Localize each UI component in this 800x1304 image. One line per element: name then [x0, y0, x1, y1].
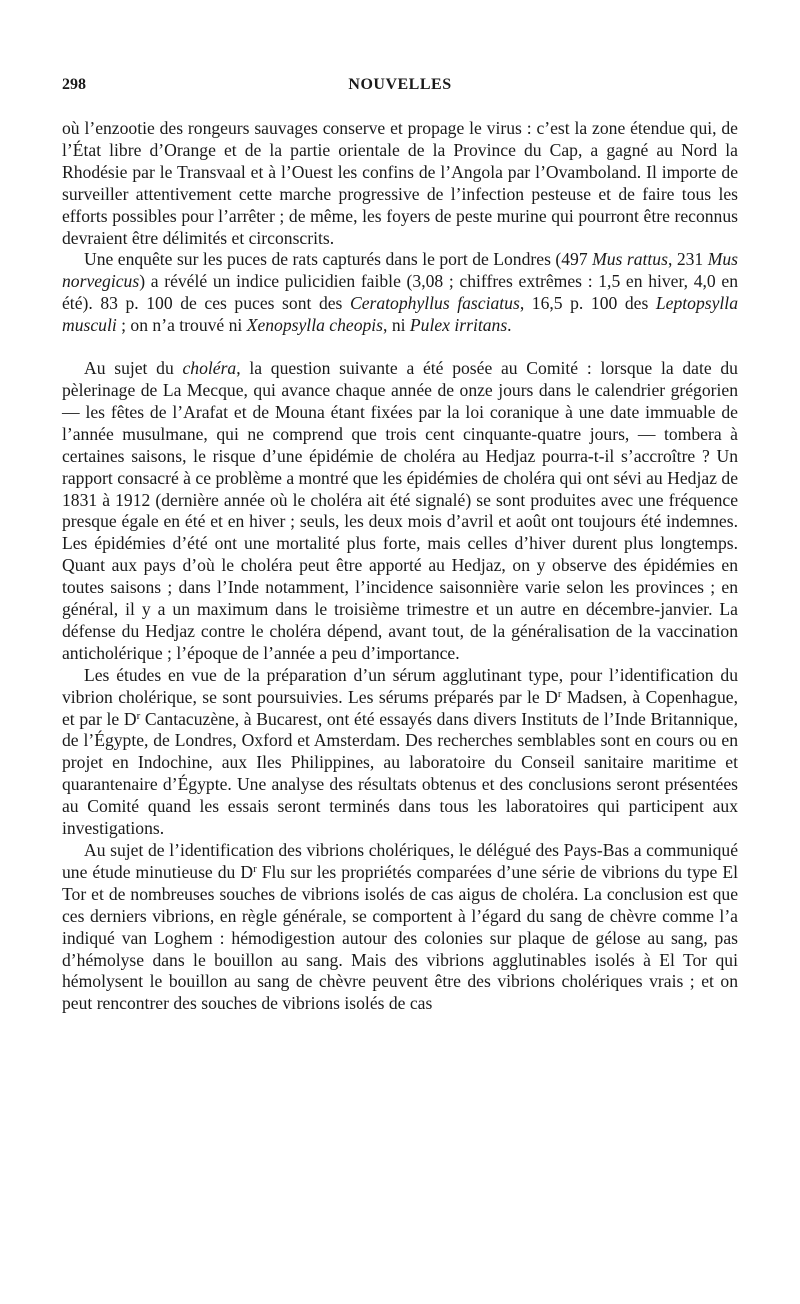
text-run: ; on n’a trouvé ni — [116, 315, 247, 336]
text-run: Au sujet de l’identification des vibrions cholériques, le délégué des Pays-Bas a communiqué une étude minutieuse du D — [62, 840, 738, 882]
italic-term: Leptopsylla musculi — [62, 293, 738, 336]
text-run: Flu sur les propriétés comparées d’une série de vibrions du type El Tor et de nombreuses souches de vibrions isolés de cas aigus de choléra. La conclusion est que ces derniers vibrions, en règle générale, se comportent à l’égard du sang de chèvre comme l’a indiqué van Loghem : hémodigestion autour des colonies sur plaque de gélose au sang, pas d’hémolyse dans le bouillon au sang. Mais des vibrions agglutinables isolés à El Tor qui hémolysent le bouillon au sang de chèvre peuvent être des vibrions cholériques vrais ; et on peut rencontrer des souches de vibrions isolés de cas — [62, 861, 738, 1014]
text-run: Cantacuzène, à Bucarest, ont été essayés dans divers Instituts de l’Inde Britannique, de l’Égypte, de Londres, Oxford et Amsterdam. Des recherches semblables sont en cours ou en projet en Indochine, aux Iles Philippines, au laboratoire du Conseil sanitaire maritime et quarantenaire d’Égypte. Une analyse des résultats obtenus et des conclusions seront présentées au Comité quand les essais seront terminés dans tous les laboratoires qui participent aux investigations. — [62, 708, 738, 839]
text-run: ) a révélé un indice pulicidien faible (3,08 ; chiffres extrêmes : 1,5 en hiver, 4,0 en été). 83 p. 100 de ces puces sont des — [62, 271, 738, 314]
text-run: , la question suivante a été posée au Comité : lorsque la date du pèlerinage de La Mecque, qui avance chaque année de onze jours dans le calendrier grégorien — les fêtes de l’Arafat et de Mouna étant fixées par la loi coranique à une date immuable de l’année musulmane, qui ne comprend que trois cent cinquante-quatre jours, — tombera à certaines saisons, le risque d’une épidémie de choléra au Hedjaz pourra-t-il s’accroître ? Un rapport consacré à ce problème a montré que les épidémies de choléra qui ont sévi au Hedjaz de 1831 à 1912 (dernière année où le choléra ait été signalé) se sont produites avec une fréquence presque égale en été et en hiver ; seuls, les deux mois d’avril et août ont toujours été indemnes. Les épidémies d’été ont une mortalité plus forte, mais celles d’hiver durent plus longtemps. Quant aux pays d’où le choléra peut être apporté au Hedjaz, on y observe des épidémies en toutes saisons ; dans l’Inde notamment, l’incidence saisonnière varie selon les provinces ; en général, il y a un maximum dans le troisième trimestre et un autre en décembre-janvier. La défense du Hedjaz contre le choléra dépend, avant tout, de la généralisation de la vaccination anticholérique ; l’époque de l’année a peu d’importance. — [62, 358, 738, 663]
superscript: r — [253, 862, 257, 875]
italic-term: Mus norvegicus — [62, 249, 738, 292]
text-run: , 16,5 p. 100 des — [519, 293, 656, 314]
text-run: , ni — [383, 315, 410, 336]
text-run: . — [507, 315, 512, 336]
text-run: où l’enzootie des rongeurs sauvages conserve et propage le virus : c’est la zone étendue qui, de l’État libre d’Orange et de la partie orientale de la Province du Cap, a gagné au Nord la Rhodésie par le Transvaal et à l’Ouest les confins de l’Angola par l’Ovamboland. Il importe de surveiller attentivement cette marche progressive de l’infection pesteuse et de faire tous les efforts possibles pour l’arrêter ; de même, les foyers de peste murine qui pourront être reconnus devraient être délimités et circonscrits. — [62, 118, 738, 248]
page-header — [62, 76, 738, 100]
paragraph — [62, 665, 738, 840]
paragraph — [62, 358, 738, 665]
italic-term: choléra — [182, 358, 237, 379]
page-body — [62, 118, 738, 1015]
text-run: Les études en vue de la préparation d’un sérum agglutinant type, pour l’identification du vibrion cholérique, se sont poursuivies. Les sérums préparés par le D — [62, 664, 738, 707]
superscript: r — [136, 709, 141, 722]
text-run: Au sujet du — [84, 358, 183, 379]
italic-term: Mus rattus — [592, 249, 668, 270]
page-number: 298 — [62, 76, 86, 93]
superscript: r — [557, 687, 562, 700]
italic-term: Ceratophyllus fasciatus — [349, 293, 520, 314]
running-title: NOUVELLES — [348, 76, 452, 93]
text-run: , 231 — [667, 249, 708, 270]
text-run: Une enquête sur les puces de rats capturés dans le port de Londres (497 — [84, 249, 593, 270]
paragraph — [62, 118, 738, 249]
paragraph — [62, 249, 738, 337]
text-run: Madsen, à Copenhague, et par le D — [62, 686, 738, 729]
italic-term: Pulex irritans — [409, 315, 508, 336]
paragraph — [62, 840, 738, 1015]
italic-term: Xenopsylla cheopis — [246, 315, 384, 336]
